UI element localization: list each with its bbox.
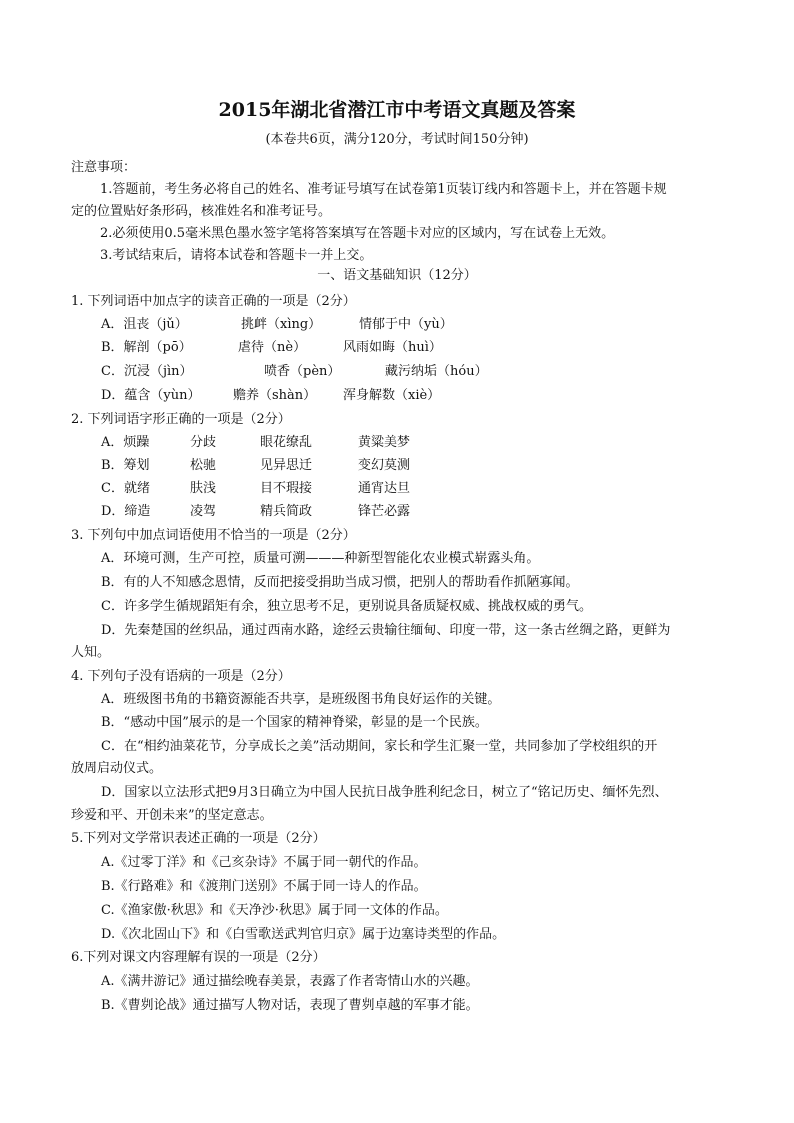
q4-option-d-cont: 珍爱和平、开创未来”的坚定意志。 [71,808,273,823]
q2-d-word-1: D．缔造 [101,504,151,519]
q1-b-word-1: B．解剖（pō） [101,340,192,355]
q2-c-word-1: C．就绪 [101,481,150,496]
notice-item-3: 3.考试结束后，请将本试卷和答题卡一并上交。 [100,248,373,263]
q3-option-d: D．先秦楚国的丝织品，通过西南水路，途经云贵输往缅甸、印度一带，这一条古丝绸之路，更鲜为 [101,623,671,638]
q2-b-word-1: B．筹划 [101,458,150,473]
question-1-stem: 1. 下列词语中加点字的读音正确的一项是（2分） [71,294,356,309]
page-title: 2015年湖北省潜江市中考语文真题及答案 [218,99,576,121]
q5-option-b: B.《行路难》和《渡荆门送别》不属于同一诗人的作品。 [101,879,427,894]
q2-c-word-4: 通宵达旦 [358,481,411,496]
q4-option-b: B．“感动中国”展示的是一个国家的精神脊梁，彰显的是一个民族。 [101,715,488,730]
q1-option-d [0,388,794,404]
q1-c-word-1: C．沉浸（jìn） [101,364,193,379]
notice-item-1-cont: 定的位置贴好条形码，核准姓名和准考证号。 [71,204,332,219]
question-3-stem: 3. 下列句中加点词语使用不恰当的一项是（2分） [71,528,356,543]
q1-c-word-2: 喷香（pèn） [264,364,341,379]
q3-option-d-cont: 人知。 [71,645,111,660]
q1-a-word-3: 情郁于中（yù） [359,317,453,332]
q6-option-a: A.《满井游记》通过描绘晚春美景，表露了作者寄情山水的兴趣。 [101,974,479,989]
q2-option-a [0,435,794,451]
q1-d-word-3: 浑身解数（xiè） [343,388,441,403]
q1-c-word-3: 藏污纳垢（hóu） [385,364,488,379]
q2-d-word-3: 精兵简政 [260,504,313,519]
exam-info: (本卷共6页，满分120分，考试时间150分钟) [265,132,529,147]
question-2-stem: 2. 下列词语字形正确的一项是（2分） [71,412,291,427]
q2-b-word-2: 松驰 [190,458,217,473]
section-heading: 一、语文基础知识（12分） [317,268,477,283]
q1-a-word-2: 挑衅（xìng） [241,317,322,332]
q2-option-d [0,504,794,520]
q1-d-word-1: D．蕴含（yùn） [101,388,201,403]
q4-option-c-cont: 放周启动仪式。 [71,761,163,776]
q2-option-c [0,481,794,497]
q2-a-word-3: 眼花缭乱 [260,435,313,450]
question-5-stem: 5.下列对文学常识表述正确的一项是（2分） [71,831,326,846]
q1-option-b [0,340,794,356]
q4-option-a: A．班级图书角的书籍资源能否共享，是班级图书角良好运作的关键。 [101,692,501,707]
question-6-stem: 6.下列对课文内容理解有误的一项是（2分） [71,950,326,965]
q4-option-c: C．在“相约油菜花节，分享成长之美”活动期间，家长和学生汇聚一堂，共同参加了学校组织的开 [101,739,658,754]
q2-d-word-4: 锋芒必露 [358,504,411,519]
q1-option-c [0,364,794,380]
question-4-stem: 4. 下列句子没有语病的一项是（2分） [71,669,291,684]
q5-option-c: C.《渔家傲·秋思》和《天净沙·秋思》属于同一文体的作品。 [101,903,448,918]
q2-b-word-4: 变幻莫测 [358,458,411,473]
q2-a-word-2: 分歧 [190,435,217,450]
q2-option-b [0,458,794,474]
q1-b-word-2: 虐待（nè） [238,340,307,355]
q2-a-word-1: A．烦躁 [101,435,150,450]
q6-option-b: B.《曹刿论战》通过描写人物对话，表现了曹刿卓越的军事才能。 [101,998,479,1013]
notice-heading: 注意事项： [71,160,137,175]
q1-a-word-1: A．沮丧（jǔ） [101,317,188,332]
q2-c-word-2: 肤浅 [190,481,217,496]
q2-c-word-3: 目不瑕接 [260,481,313,496]
notice-item-2: 2.必须使用0.5毫米黑色墨水签字笔将答案填写在答题卡对应的区域内，写在试卷上无效。 [100,226,615,241]
q3-option-a: A．环境可测，生产可控，质量可溯———种新型智能化农业模式崭露头角。 [101,551,540,566]
notice-item-1: 1.答题前，考生务必将自己的姓名、准考证号填写在试卷第1页装订线内和答题卡上，并在答题卡规 [100,182,667,197]
q5-option-d: D.《次北固山下》和《白雪歌送武判官归京》属于边塞诗类型的作品。 [101,927,506,942]
q2-b-word-3: 见异思迁 [260,458,313,473]
q3-option-c: C．许多学生循规蹈矩有余，独立思考不足，更别说具备质疑权威、挑战权威的勇气。 [101,599,592,614]
q4-option-d: D．国家以立法形式把9月3日确立为中国人民抗日战争胜利纪念日，树立了“铭记历史、缅怀先烈、 [101,785,668,800]
q1-b-word-3: 风雨如晦（huì） [343,340,442,355]
q1-option-a [0,317,794,333]
q5-option-a: A.《过零丁洋》和《己亥杂诗》不属于同一朝代的作品。 [101,855,427,870]
q2-a-word-4: 黄粱美梦 [358,435,411,450]
q2-d-word-2: 凌驾 [190,504,217,519]
q1-d-word-2: 赡养（shàn） [233,388,317,403]
q3-option-b: B．有的人不知感念恩情，反而把接受捐助当成习惯，把别人的帮助看作抓陋寡闻。 [101,575,579,590]
